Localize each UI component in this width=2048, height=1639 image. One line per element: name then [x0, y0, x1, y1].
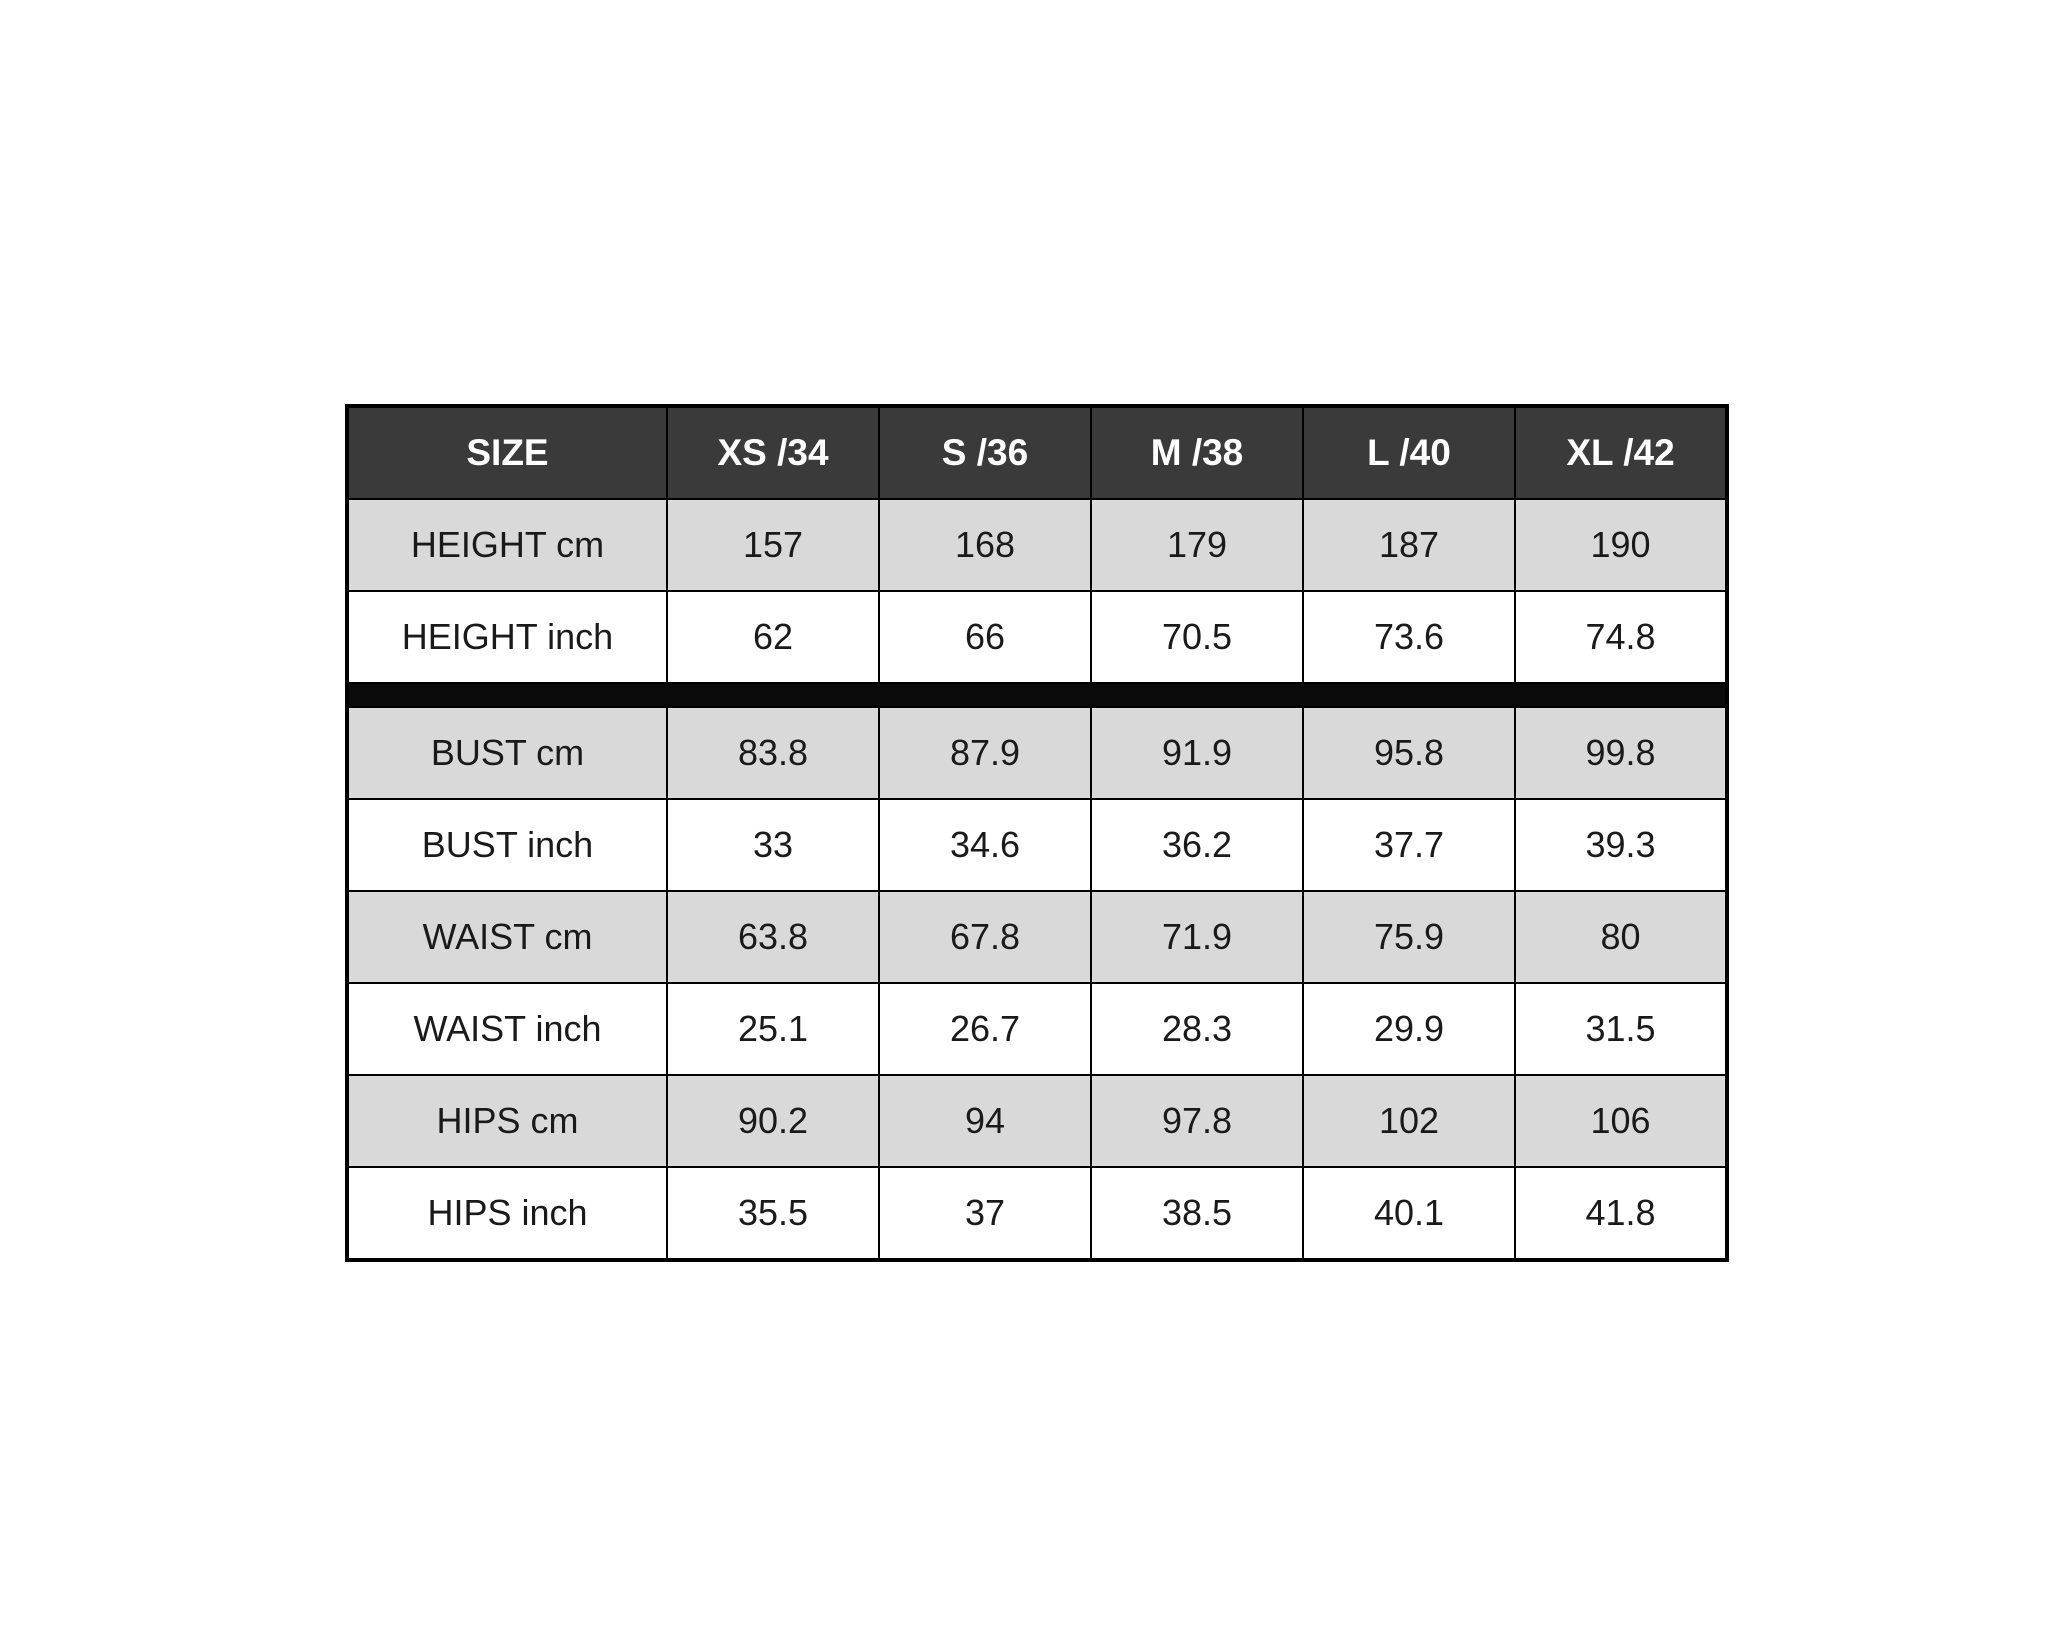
table-cell: 73.6	[1303, 591, 1515, 683]
row-label: BUST cm	[347, 707, 667, 799]
size-chart-table	[345, 404, 1729, 1262]
table-cell: 75.9	[1303, 891, 1515, 983]
header-row	[347, 406, 1727, 499]
table-cell: 28.3	[1091, 983, 1303, 1075]
table-cell: 25.1	[667, 983, 879, 1075]
table-cell: 80	[1515, 891, 1727, 983]
table-cell: 74.8	[1515, 591, 1727, 683]
table-cell: 91.9	[1091, 707, 1303, 799]
row-label: HIPS cm	[347, 1075, 667, 1167]
table-cell: 39.3	[1515, 799, 1727, 891]
table-cell: 29.9	[1303, 983, 1515, 1075]
table-row	[347, 707, 1727, 799]
table-cell: 157	[667, 499, 879, 591]
table-cell: 37	[879, 1167, 1091, 1260]
header-size: SIZE	[347, 406, 667, 499]
separator-cell	[347, 683, 1727, 707]
table-cell: 168	[879, 499, 1091, 591]
table-row	[347, 591, 1727, 683]
table-cell: 187	[1303, 499, 1515, 591]
table-row	[347, 1167, 1727, 1260]
table-cell: 67.8	[879, 891, 1091, 983]
row-label: BUST inch	[347, 799, 667, 891]
table-cell: 66	[879, 591, 1091, 683]
separator-bar	[347, 683, 1727, 707]
table-cell: 87.9	[879, 707, 1091, 799]
table-cell: 179	[1091, 499, 1303, 591]
table-cell: 35.5	[667, 1167, 879, 1260]
header-s: S /36	[879, 406, 1091, 499]
table-cell: 62	[667, 591, 879, 683]
table-row	[347, 983, 1727, 1075]
row-label: HEIGHT cm	[347, 499, 667, 591]
table-cell: 94	[879, 1075, 1091, 1167]
table-cell: 34.6	[879, 799, 1091, 891]
table-row	[347, 1075, 1727, 1167]
table-cell: 106	[1515, 1075, 1727, 1167]
table-cell: 33	[667, 799, 879, 891]
table-cell: 190	[1515, 499, 1727, 591]
table-cell: 83.8	[667, 707, 879, 799]
table-cell: 97.8	[1091, 1075, 1303, 1167]
table-cell: 31.5	[1515, 983, 1727, 1075]
table-cell: 102	[1303, 1075, 1515, 1167]
table-cell: 36.2	[1091, 799, 1303, 891]
table-cell: 26.7	[879, 983, 1091, 1075]
table-cell: 38.5	[1091, 1167, 1303, 1260]
table-cell: 40.1	[1303, 1167, 1515, 1260]
header-xs: XS /34	[667, 406, 879, 499]
table-cell: 70.5	[1091, 591, 1303, 683]
table-cell: 99.8	[1515, 707, 1727, 799]
header-xl: XL /42	[1515, 406, 1727, 499]
row-label: WAIST cm	[347, 891, 667, 983]
table-cell: 41.8	[1515, 1167, 1727, 1260]
table-cell: 71.9	[1091, 891, 1303, 983]
table-cell: 95.8	[1303, 707, 1515, 799]
table-cell: 90.2	[667, 1075, 879, 1167]
table-row	[347, 891, 1727, 983]
header-m: M /38	[1091, 406, 1303, 499]
header-l: L /40	[1303, 406, 1515, 499]
table-row	[347, 499, 1727, 591]
table-cell: 37.7	[1303, 799, 1515, 891]
row-label: HIPS inch	[347, 1167, 667, 1260]
row-label: WAIST inch	[347, 983, 667, 1075]
table-row	[347, 799, 1727, 891]
table-cell: 63.8	[667, 891, 879, 983]
row-label: HEIGHT inch	[347, 591, 667, 683]
